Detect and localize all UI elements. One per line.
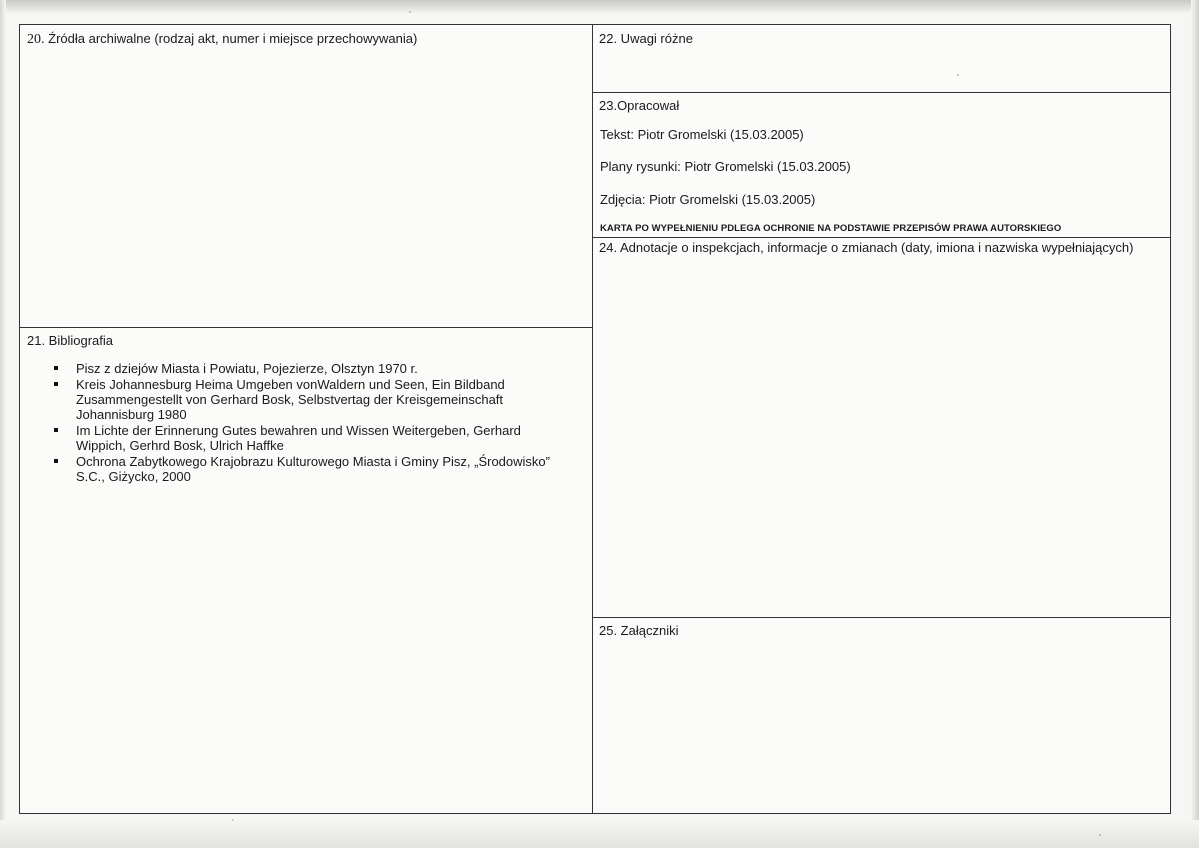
section-attachments-title: 25. Załączniki (599, 623, 679, 638)
bibliography-item-text: Pisz z dziejów Miasta i Powiatu, Pojezierze, Olsztyn 1970 r. (76, 361, 418, 376)
section-prepared-by-title: 23.Opracował (599, 98, 680, 113)
copyright-notice: KARTA PO WYPEŁNIENIU PDLEGA OCHRONIE NA PODSTAWIE PRZEPISÓW PRAWA AUTORSKIEGO (600, 223, 1062, 234)
bibliography-item-text: Im Lichte der Erinnerung Gutes bewahren und Wissen Weitergeben, Gerhard Wippich, Gerhrd Bosk, Ulrich Haffke (76, 423, 521, 453)
bibliography-item-text: Ochrona Zabytkowego Krajobrazu Kulturowego Miasta i Gminy Pisz, „Środowisko” S.C., Giżycko, 2000 (76, 454, 550, 484)
bibliography-item-text: Kreis Johannesburg Heima Umgeben vonWaldern und Seen, Ein Bildband Zusammengestellt von Gerhard Bosk, Selbstvertag der Kreisgemeinschaft Johannisburg 1980 (76, 377, 505, 422)
section-inspection-notes-title: 24. Adnotacje o inspekcjach, informacje o zmianach (daty, imiona i nazwiska wypełniających) (599, 240, 1134, 255)
section-title-text: Źródła archiwalne (rodzaj akt, numer i miejsce przechowywania) (48, 31, 418, 46)
photos-author-line: Zdjęcia: Piotr Gromelski (15.03.2005) (600, 192, 816, 207)
drawings-author-line: Plany rysunki: Piotr Gromelski (15.03.2005) (600, 159, 851, 174)
section-bibliography-title: 21. Bibliografia (27, 333, 113, 348)
section-remarks-title: 22. Uwagi różne (599, 31, 693, 46)
text-author-line: Tekst: Piotr Gromelski (15.03.2005) (600, 127, 804, 142)
section-number: 20. (27, 32, 45, 47)
